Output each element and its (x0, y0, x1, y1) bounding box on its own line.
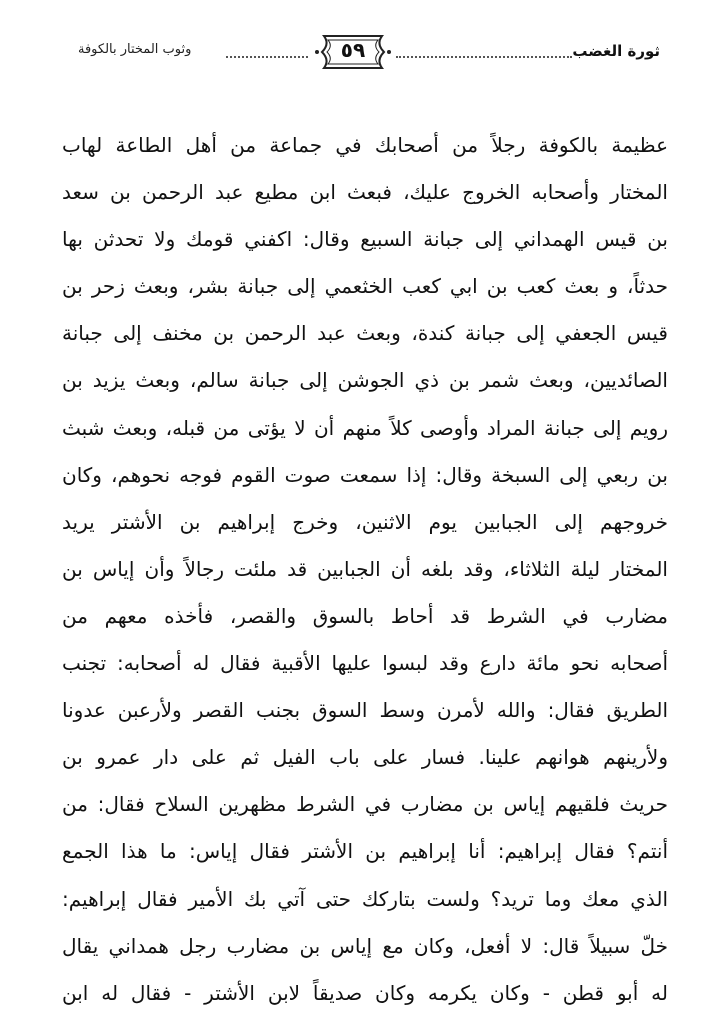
text-line: الذي معك وما تريد؟ ولست بتاركك حتى آتي بك الأمير فقال إبراهيم: (62, 886, 668, 911)
text-line: أصحابه نحو مائة دارع وقد لبسوا عليها الأقبية فقال له أصحابه: تجنب (62, 651, 668, 676)
text-line: المختار وأصحابه الخروج عليك، فبعث ابن مطيع عبد الرحمن بن سعد (62, 180, 668, 205)
book-title: ثورة الغضب (572, 42, 660, 60)
page-number: ٥٩ (340, 38, 366, 62)
text-line: الطريق فقال: والله لأمرن وسط السوق بجنب القصر ولأرعبن عدونا (62, 698, 668, 723)
text-line: ولأرينهم هوانهم علينا. فسار على باب الفيل ثم على دار عمرو بن (62, 745, 668, 770)
text-line: بن قيس الهمداني إلى جبانة السبيع وقال: اكفني قومك ولا تحدثن بها (62, 227, 668, 252)
text-line: قيس الجعفي إلى جبانة كندة، وبعث عبد الرحمن بن مخنف إلى جبانة (62, 321, 668, 346)
text-line: مضارب في الشرط قد أحاط بالسوق والقصر، فأخذه معهم من (62, 603, 668, 628)
section-title: وثوب المختار بالكوفة (78, 42, 192, 57)
body-text (62, 122, 668, 1017)
text-line: رويم إلى جبانة المراد وأوصى كلاً منهم أن لا يؤتى من قبله، وبعث شبث (62, 415, 668, 440)
header-dotted-leader-right (396, 56, 572, 58)
text-line: حدثاً، و بعث كعب بن ابي كعب الخثعمي إلى جبانة بشر، وبعث زحر بن (62, 274, 668, 299)
text-line: حريث فلقيهم إياس بن مضارب في الشرط مظهرين السلاح فقال: من (62, 792, 668, 817)
running-header (78, 30, 660, 76)
text-line: أنتم؟ فقال إبراهيم: أنا إبراهيم بن الأشتر فقال إياس: ما هذا الجمع (62, 839, 668, 864)
text-line: عظيمة بالكوفة رجلاً من أصحابك في جماعة من أهل الطاعة لهاب (62, 133, 668, 157)
page-number-badge (314, 30, 392, 74)
text-line: الصائديين، وبعث شمر بن ذي الجوشن إلى جبانة سالم، وبعث يزيد بن (62, 368, 668, 393)
header-dotted-leader-left (226, 56, 308, 58)
text-line: له أبو قطن - وكان يكرمه وكان صديقاً لابن الأشتر - فقال له ابن (62, 980, 668, 1005)
text-line: خروجهم إلى الجبابين يوم الاثنين، وخرج إبراهيم بن الأشتر يريد (62, 509, 668, 534)
text-line: المختار ليلة الثلاثاء، وقد بلغه أن الجبابين قد ملئت رجالاً وأن إياس بن (62, 556, 668, 581)
text-line: بن ربعي إلى السبخة وقال: إذا سمعت صوت القوم فوجه نحوهم، وكان (62, 462, 668, 487)
text-line: خلّ سبيلاً قال: لا أفعل، وكان مع إياس بن مضارب رجل همداني يقال (62, 933, 668, 958)
